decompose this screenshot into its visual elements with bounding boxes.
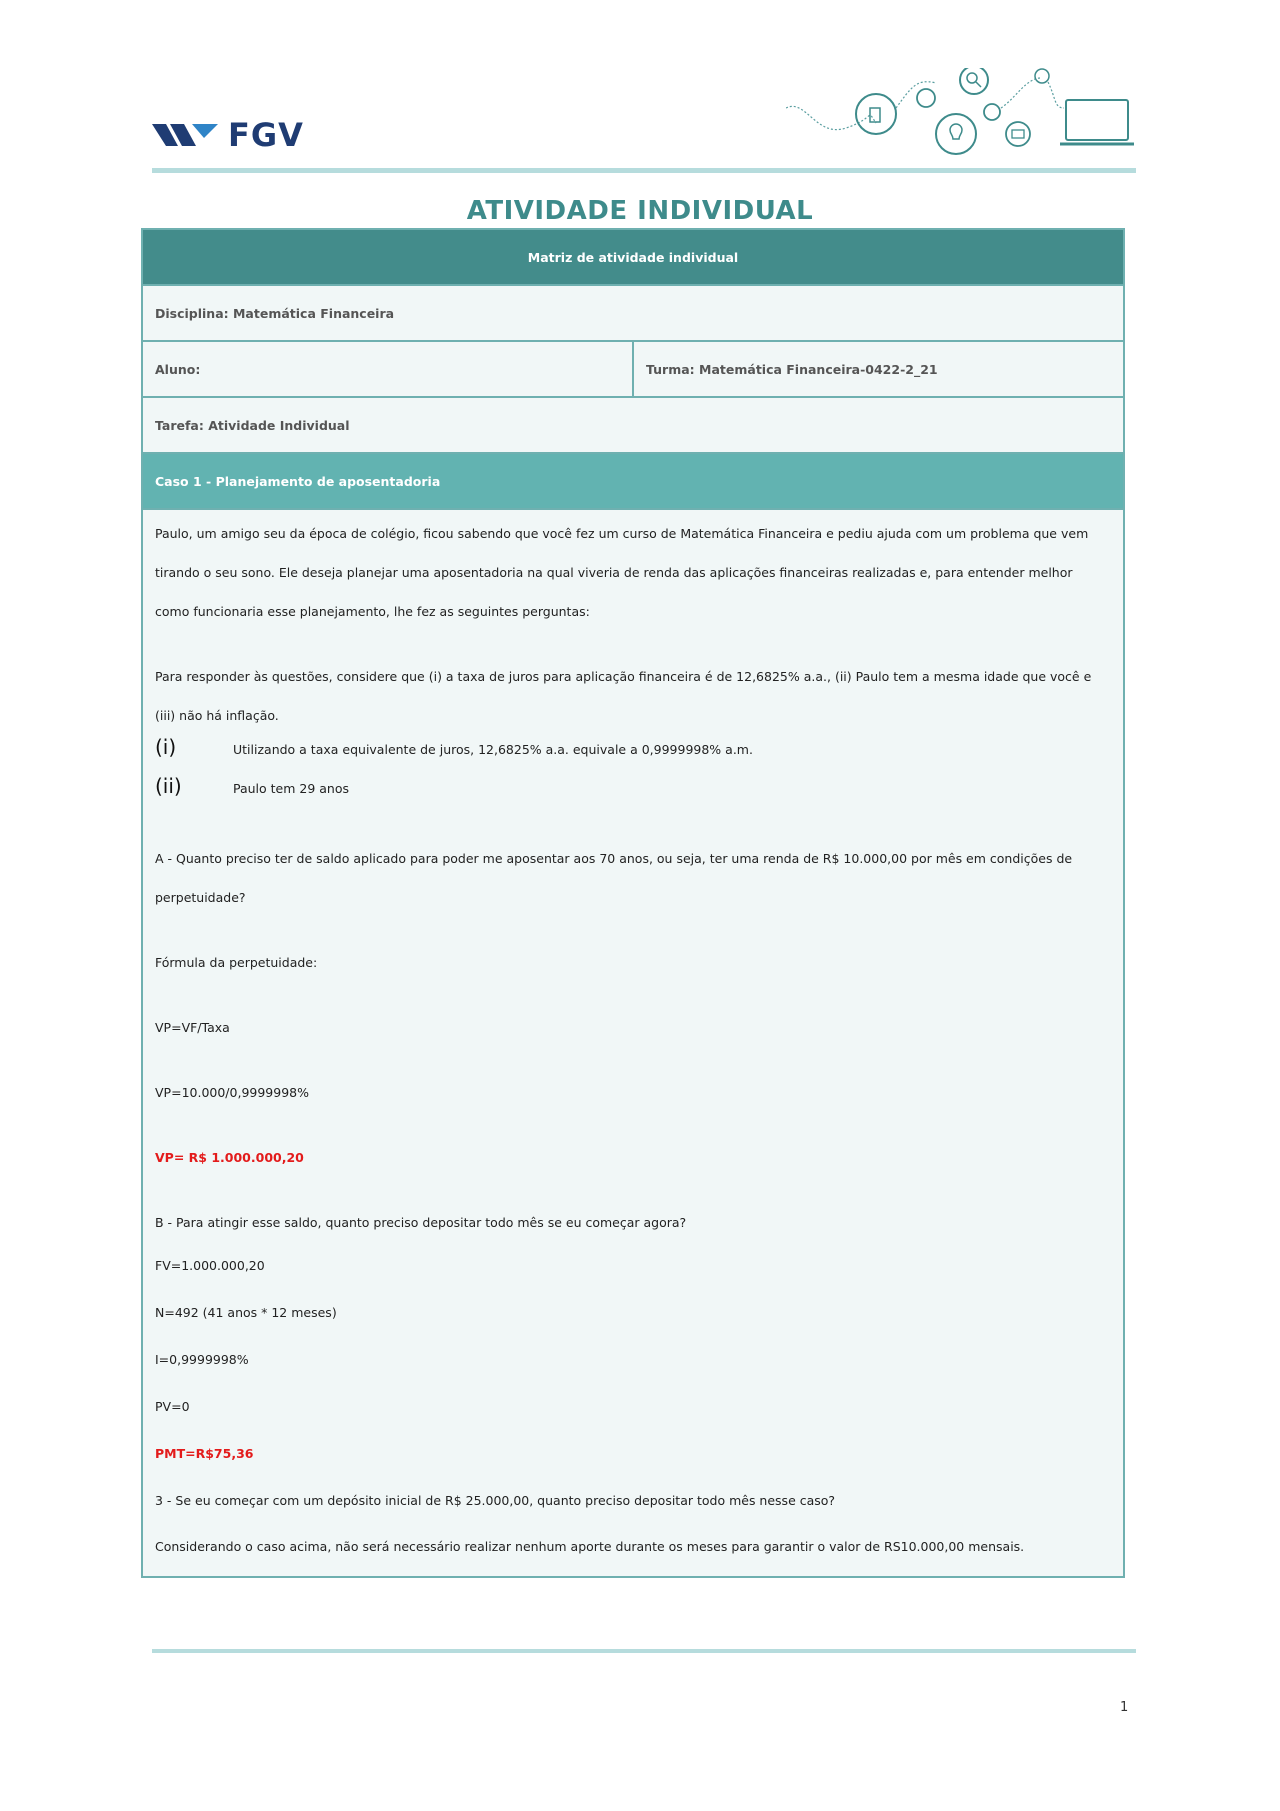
activity-matrix-table <box>141 228 1125 1578</box>
formula: VP=VF/Taxa <box>155 1020 230 1035</box>
question-a-line-2: perpetuidade? <box>155 890 246 905</box>
tech-illustration-icon <box>786 68 1136 168</box>
fgv-logo-mark-icon <box>152 120 222 150</box>
list-item-i-text: Utilizando a taxa equivalente de juros, 12,6825% a.a. equivale a 0,9999998% a.m. <box>233 742 753 757</box>
case-title: Caso 1 - Planejamento de aposentadoria <box>155 473 441 489</box>
discipline-label: Disciplina: Matemática Financeira <box>155 305 395 321</box>
header-divider <box>152 168 1136 173</box>
n-value: N=492 (41 anos * 12 meses) <box>155 1305 337 1320</box>
class-label: Turma: Matemática Financeira-0422-2_21 <box>632 342 1123 396</box>
page-title: ATIVIDADE INDIVIDUAL <box>466 196 814 226</box>
formula-label: Fórmula da perpetuidade: <box>155 955 318 970</box>
consider-line-1: Para responder às questões, considere que (i) a taxa de juros para aplicação financeira é de 12,6825% a.a., (ii) Paulo tem a mesma idade que você e <box>155 669 1092 684</box>
answer-3: Considerando o caso acima, não será necessário realizar nenhum aporte durante os meses para garantir o valor de RS10.000,00 mensais. <box>155 1539 1025 1554</box>
page-number: 1 <box>1120 1700 1129 1715</box>
discipline-row <box>143 286 1123 342</box>
consider-line-2: (iii) não há inflação. <box>155 708 279 723</box>
intro-line-3: como funcionaria esse planejamento, lhe fez as seguintes perguntas: <box>155 604 590 619</box>
intro-line-2: tirando o seu sono. Ele deseja planejar uma aposentadoria na qual viveria de renda das aplicações financeiras realizadas e, para entender melhor <box>155 565 1073 580</box>
list-item-ii-number: (ii) <box>155 774 182 798</box>
formula-calculation: VP=10.000/0,9999998% <box>155 1085 309 1100</box>
student-label: Aluno: <box>155 361 201 377</box>
student-class-row <box>143 342 1123 398</box>
task-row <box>143 398 1123 454</box>
list-item-ii <box>155 774 1111 813</box>
footer-divider <box>152 1649 1136 1653</box>
question-a-line-1: A - Quanto preciso ter de saldo aplicado para poder me aposentar aos 70 anos, ou seja, ter uma renda de R$ 10.000,00 por mês em condições de <box>155 851 1073 866</box>
question-b: B - Para atingir esse saldo, quanto preciso depositar todo mês se eu começar agora? <box>155 1215 687 1230</box>
list-item-i <box>155 735 1111 774</box>
logo-text: FGV <box>228 116 304 154</box>
matrix-heading-row <box>143 230 1123 286</box>
matrix-heading: Matriz de atividade individual <box>527 249 739 265</box>
pv-value: PV=0 <box>155 1399 190 1414</box>
list-item-ii-text: Paulo tem 29 anos <box>233 781 350 796</box>
i-value: I=0,9999998% <box>155 1352 249 1367</box>
fgv-logo <box>152 116 304 154</box>
task-label: Tarefa: Atividade Individual <box>155 417 350 433</box>
fv-value: FV=1.000.000,20 <box>155 1258 265 1273</box>
case-content <box>143 510 1123 1576</box>
intro-line-1: Paulo, um amigo seu da época de colégio, ficou sabendo que você fez um curso de Matemática Financeira e pediu ajuda com um problema que vem <box>155 526 1089 541</box>
question-3: 3 - Se eu começar com um depósito inicial de R$ 25.000,00, quanto preciso depositar todo mês nesse caso? <box>155 1493 836 1508</box>
list-item-i-number: (i) <box>155 735 177 759</box>
case-title-row <box>143 454 1123 510</box>
answer-b: PMT=R$75,36 <box>155 1446 254 1461</box>
answer-a: VP= R$ 1.000.000,20 <box>155 1150 304 1165</box>
page-header <box>152 96 1136 176</box>
